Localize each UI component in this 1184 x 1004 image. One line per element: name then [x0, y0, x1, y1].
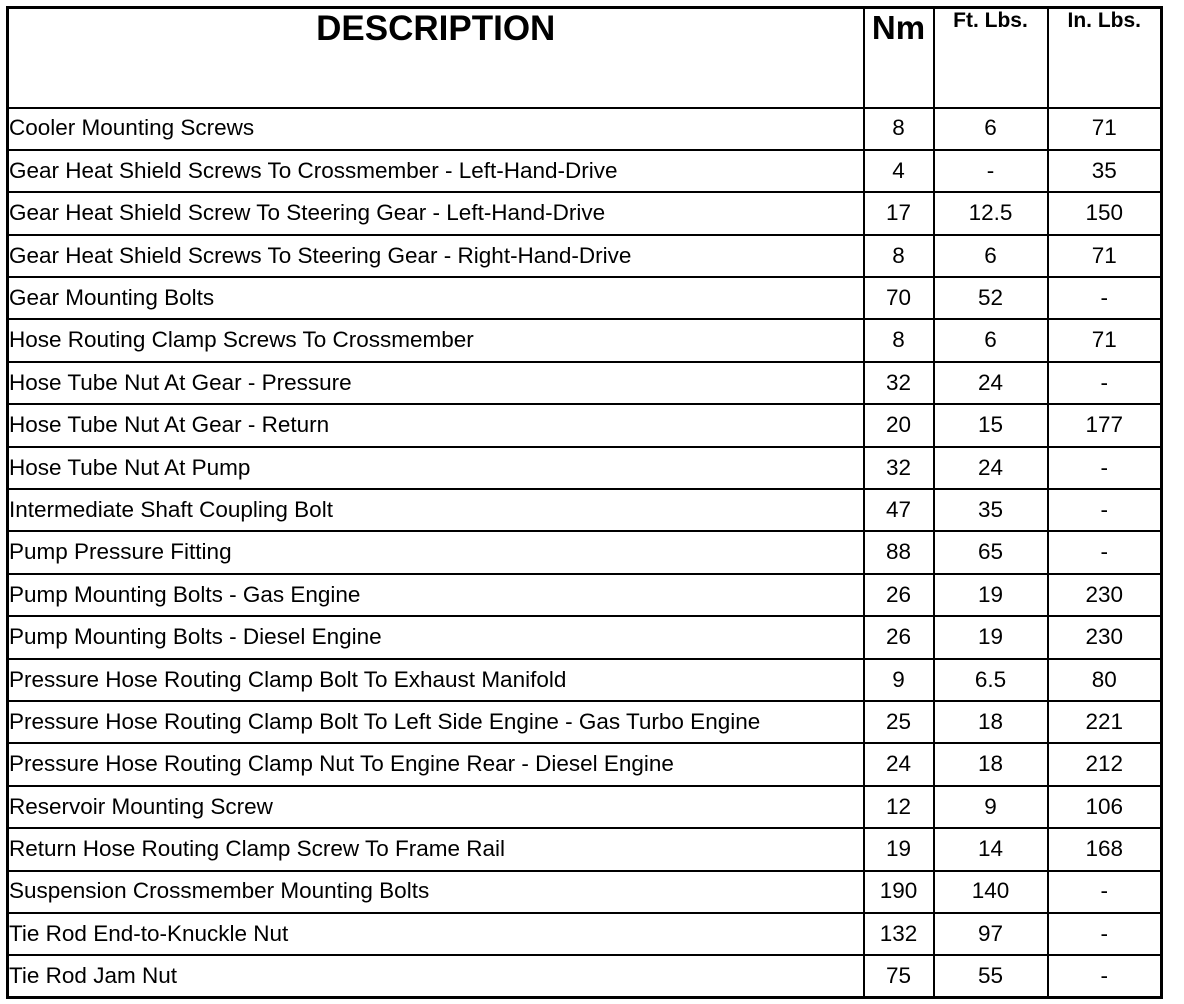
- table-row: [8, 871, 1162, 913]
- header-in-lbs: In. Lbs.: [1048, 8, 1162, 108]
- table-row: [8, 701, 1162, 743]
- cell-ft-lbs: 9: [934, 786, 1048, 828]
- cell-ft-lbs: 52: [934, 277, 1048, 319]
- cell-ft-lbs: 12.5: [934, 192, 1048, 234]
- torque-spec-table: [6, 6, 1163, 999]
- cell-nm: 32: [864, 447, 934, 489]
- cell-in-lbs: 230: [1048, 616, 1162, 658]
- cell-nm: 75: [864, 955, 934, 997]
- cell-description: Pump Mounting Bolts - Gas Engine: [8, 574, 864, 616]
- cell-in-lbs: -: [1048, 913, 1162, 955]
- cell-ft-lbs: 14: [934, 828, 1048, 870]
- table-row: [8, 786, 1162, 828]
- cell-ft-lbs: 18: [934, 701, 1048, 743]
- cell-in-lbs: 150: [1048, 192, 1162, 234]
- cell-in-lbs: -: [1048, 489, 1162, 531]
- table-row: [8, 404, 1162, 446]
- cell-ft-lbs: 6: [934, 108, 1048, 150]
- cell-nm: 132: [864, 913, 934, 955]
- cell-description: Intermediate Shaft Coupling Bolt: [8, 489, 864, 531]
- cell-ft-lbs: 55: [934, 955, 1048, 997]
- cell-description: Suspension Crossmember Mounting Bolts: [8, 871, 864, 913]
- cell-description: Cooler Mounting Screws: [8, 108, 864, 150]
- cell-nm: 19: [864, 828, 934, 870]
- cell-ft-lbs: 6: [934, 235, 1048, 277]
- header-description: DESCRIPTION: [8, 8, 864, 108]
- cell-description: Reservoir Mounting Screw: [8, 786, 864, 828]
- cell-nm: 26: [864, 616, 934, 658]
- table-row: [8, 828, 1162, 870]
- cell-ft-lbs: 18: [934, 743, 1048, 785]
- cell-nm: 47: [864, 489, 934, 531]
- cell-nm: 88: [864, 531, 934, 573]
- cell-ft-lbs: 65: [934, 531, 1048, 573]
- table-row: [8, 319, 1162, 361]
- cell-in-lbs: -: [1048, 955, 1162, 997]
- cell-description: Pressure Hose Routing Clamp Bolt To Left Side Engine - Gas Turbo Engine: [8, 701, 864, 743]
- table-row: [8, 616, 1162, 658]
- cell-in-lbs: 106: [1048, 786, 1162, 828]
- table-row: [8, 192, 1162, 234]
- table-row: [8, 362, 1162, 404]
- cell-in-lbs: 71: [1048, 319, 1162, 361]
- cell-nm: 12: [864, 786, 934, 828]
- table-row: [8, 277, 1162, 319]
- table-body: [8, 108, 1162, 998]
- cell-nm: 32: [864, 362, 934, 404]
- cell-description: Pump Mounting Bolts - Diesel Engine: [8, 616, 864, 658]
- cell-nm: 17: [864, 192, 934, 234]
- table-row: [8, 955, 1162, 997]
- cell-description: Hose Tube Nut At Gear - Return: [8, 404, 864, 446]
- cell-in-lbs: -: [1048, 871, 1162, 913]
- cell-description: Gear Heat Shield Screws To Steering Gear - Right-Hand-Drive: [8, 235, 864, 277]
- cell-ft-lbs: 15: [934, 404, 1048, 446]
- cell-in-lbs: 71: [1048, 108, 1162, 150]
- cell-in-lbs: 212: [1048, 743, 1162, 785]
- table-row: [8, 489, 1162, 531]
- table-row: [8, 235, 1162, 277]
- cell-ft-lbs: 24: [934, 362, 1048, 404]
- cell-description: Hose Routing Clamp Screws To Crossmember: [8, 319, 864, 361]
- cell-ft-lbs: 24: [934, 447, 1048, 489]
- cell-description: Gear Heat Shield Screws To Crossmember - Left-Hand-Drive: [8, 150, 864, 192]
- cell-ft-lbs: 97: [934, 913, 1048, 955]
- header-nm: Nm: [864, 8, 934, 108]
- cell-in-lbs: 177: [1048, 404, 1162, 446]
- cell-in-lbs: 35: [1048, 150, 1162, 192]
- cell-nm: 70: [864, 277, 934, 319]
- cell-ft-lbs: -: [934, 150, 1048, 192]
- cell-nm: 8: [864, 235, 934, 277]
- cell-in-lbs: -: [1048, 531, 1162, 573]
- header-row: [8, 8, 1162, 108]
- cell-nm: 24: [864, 743, 934, 785]
- cell-ft-lbs: 19: [934, 574, 1048, 616]
- cell-in-lbs: 230: [1048, 574, 1162, 616]
- cell-in-lbs: 221: [1048, 701, 1162, 743]
- table-row: [8, 150, 1162, 192]
- cell-in-lbs: -: [1048, 362, 1162, 404]
- cell-nm: 4: [864, 150, 934, 192]
- cell-nm: 26: [864, 574, 934, 616]
- table-header: [8, 8, 1162, 108]
- table-row: [8, 659, 1162, 701]
- table-row: [8, 913, 1162, 955]
- cell-description: Hose Tube Nut At Pump: [8, 447, 864, 489]
- header-ft-lbs: Ft. Lbs.: [934, 8, 1048, 108]
- cell-in-lbs: -: [1048, 277, 1162, 319]
- table-row: [8, 447, 1162, 489]
- cell-nm: 8: [864, 319, 934, 361]
- cell-ft-lbs: 19: [934, 616, 1048, 658]
- cell-nm: 8: [864, 108, 934, 150]
- cell-ft-lbs: 140: [934, 871, 1048, 913]
- cell-ft-lbs: 6.5: [934, 659, 1048, 701]
- cell-nm: 25: [864, 701, 934, 743]
- cell-nm: 20: [864, 404, 934, 446]
- cell-description: Pressure Hose Routing Clamp Nut To Engine Rear - Diesel Engine: [8, 743, 864, 785]
- table-row: [8, 743, 1162, 785]
- cell-description: Pressure Hose Routing Clamp Bolt To Exhaust Manifold: [8, 659, 864, 701]
- cell-in-lbs: 80: [1048, 659, 1162, 701]
- cell-in-lbs: 168: [1048, 828, 1162, 870]
- cell-description: Tie Rod Jam Nut: [8, 955, 864, 997]
- table-row: [8, 531, 1162, 573]
- cell-description: Gear Heat Shield Screw To Steering Gear - Left-Hand-Drive: [8, 192, 864, 234]
- cell-nm: 190: [864, 871, 934, 913]
- table-row: [8, 574, 1162, 616]
- cell-ft-lbs: 6: [934, 319, 1048, 361]
- cell-nm: 9: [864, 659, 934, 701]
- cell-description: Tie Rod End-to-Knuckle Nut: [8, 913, 864, 955]
- cell-in-lbs: 71: [1048, 235, 1162, 277]
- cell-description: Hose Tube Nut At Gear - Pressure: [8, 362, 864, 404]
- cell-description: Gear Mounting Bolts: [8, 277, 864, 319]
- table-row: [8, 108, 1162, 150]
- cell-description: Return Hose Routing Clamp Screw To Frame Rail: [8, 828, 864, 870]
- cell-in-lbs: -: [1048, 447, 1162, 489]
- cell-description: Pump Pressure Fitting: [8, 531, 864, 573]
- cell-ft-lbs: 35: [934, 489, 1048, 531]
